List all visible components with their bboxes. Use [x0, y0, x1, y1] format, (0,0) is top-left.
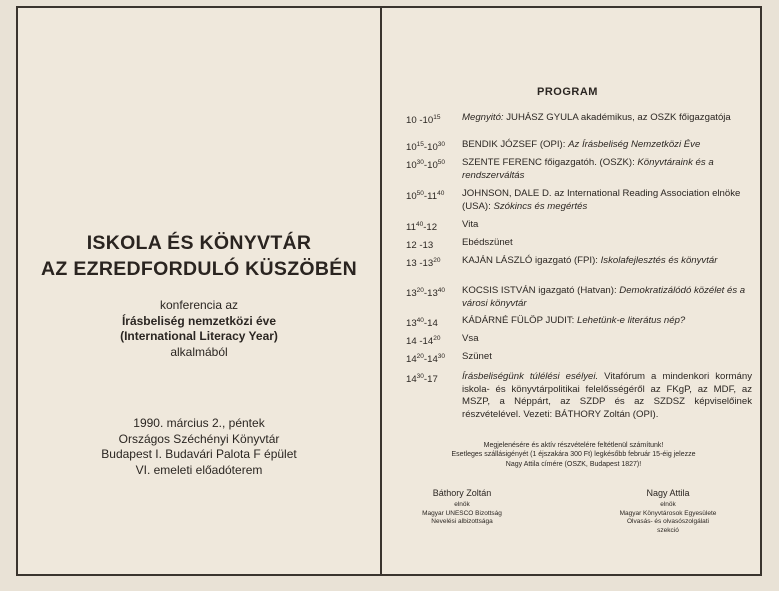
program-talk-title: Demokratizálódó közélet és a városi könyvtár	[462, 285, 746, 309]
time-separator: -	[423, 160, 428, 172]
signature-right-role-3: Olvasás- és olvasószolgálati	[626, 518, 709, 526]
time-separator: -	[423, 354, 428, 366]
program-time	[406, 139, 461, 155]
right-panel	[382, 8, 760, 574]
signature-right-role	[588, 501, 748, 535]
time-separator: -	[416, 240, 423, 252]
venue-institution: Országos Széchényi Könyvtár	[118, 431, 280, 446]
time-end-hour: 10	[427, 142, 438, 154]
signature-left	[382, 488, 542, 527]
notice-line-3: Nagy Attila címére (OSZK, Budapest 1827)!	[505, 460, 642, 468]
time-end-hour: 13	[422, 240, 434, 252]
venue-block	[18, 416, 380, 478]
time-start-hour: 10	[406, 191, 417, 203]
program-talk-title: Iskolafejlesztés és könyvtár	[600, 255, 718, 266]
signature-left-role-2: Magyar UNESCO Bizottság	[422, 509, 502, 517]
program-description	[462, 315, 752, 328]
program-talk-title: Szókincs és megértés	[493, 200, 588, 212]
program-talk-title: Az Írásbeliség Nemzetközi Éve	[568, 139, 701, 150]
venue-room: VI. emeleti előadóterem	[135, 462, 263, 477]
program-time	[406, 333, 461, 349]
program-text: KOCSIS ISTVÁN igazgató (Hatvan):	[462, 285, 620, 296]
conference-title	[18, 230, 380, 282]
time-end-hour: 14	[427, 354, 438, 366]
venue-address: Budapest I. Budavári Palota F épület	[101, 447, 297, 461]
program-text: Vsa	[462, 333, 479, 344]
program-text: BENDIK JÓZSEF (OPI):	[462, 139, 569, 150]
program-description	[462, 351, 752, 364]
program-text: KÁDÁRNÉ FÜLÖP JUDIT:	[462, 315, 577, 326]
program-description	[462, 333, 752, 346]
program-italic-lead: Megnyitó:	[462, 112, 504, 123]
time-start-hour: 11	[406, 222, 416, 234]
program-description	[462, 371, 752, 421]
time-start-hour: 10	[406, 160, 417, 172]
program-time	[406, 188, 461, 204]
time-separator: -	[416, 115, 423, 127]
title-line-2: AZ EZREDFORDULÓ KÜSZÖBÉN	[41, 258, 357, 280]
time-end-minute: 40	[437, 287, 446, 294]
program-text: Vitafórum a mindenkori kormány iskola- és könyvtárpolitikai felelősségéről az FKgP, az MDF, az MSZP, a Néppárt, az SZDP és az SZDSZ képviselőinek részvételével. Vezeti: BÁTHORY Zoltán (OPI).	[462, 371, 753, 420]
program-italic-lead: Írásbeliségünk túlélési esélyei.	[462, 371, 599, 382]
program-time	[406, 255, 461, 271]
signature-left-role	[382, 501, 542, 527]
time-start-hour: 13	[406, 318, 417, 330]
program-description	[462, 157, 752, 182]
program-time	[406, 219, 461, 235]
conf-line-3: (International Literacy Year)	[120, 329, 278, 343]
time-end-hour: 10	[427, 160, 438, 172]
time-separator: -	[423, 318, 428, 330]
time-end-hour: 13	[422, 258, 434, 270]
program-text: KAJÁN LÁSZLÓ igazgató (FPI):	[462, 255, 601, 266]
time-start-minute: 50	[416, 190, 424, 197]
program-time	[406, 371, 461, 387]
time-end-hour: 11	[427, 191, 438, 203]
time-start-minute: 40	[415, 221, 424, 228]
time-start-minute: 30	[416, 373, 424, 380]
program-description	[462, 237, 752, 250]
program-text: Vita	[462, 219, 479, 230]
program-talk-title: Lehetünk-e literátus nép?	[576, 315, 686, 326]
signature-right	[588, 488, 748, 535]
program-text: SZENTE FERENC főigazgatóh. (OSZK):	[462, 157, 638, 168]
program-description	[462, 112, 752, 125]
time-start-hour: 10	[406, 115, 417, 127]
program-description	[462, 139, 752, 152]
program-time	[406, 237, 461, 253]
program-text: Szünet	[462, 351, 492, 362]
left-panel	[18, 8, 380, 574]
signature-right-role-2: Magyar Könyvtárosok Egyesülete	[619, 509, 717, 517]
title-line-1: ISKOLA ÉS KÖNYVTÁR	[86, 232, 312, 254]
time-start-minute: 40	[416, 317, 424, 324]
time-separator: -	[423, 191, 428, 203]
time-start-hour: 13	[406, 258, 417, 270]
time-end-minute: 20	[433, 335, 441, 342]
signature-right-role-1: elnök	[660, 501, 676, 508]
time-start-minute: 15	[416, 141, 424, 148]
signature-right-role-4: szekció	[657, 526, 679, 534]
time-end-minute: 50	[437, 159, 446, 166]
time-start-hour: 14	[406, 336, 417, 348]
time-start-hour: 12	[406, 240, 417, 252]
attendance-notice	[406, 441, 741, 469]
time-start-hour: 13	[406, 288, 417, 300]
time-separator: -	[423, 374, 428, 386]
venue-date: 1990. március 2., péntek	[133, 416, 265, 430]
notice-line-2: Esetleges szállásigényét (1 éjszakára 300 Ft) legkésőbb február 15-éig jelezze	[451, 451, 696, 459]
program-text: JOHNSON, DALE D. az International Reading Association elnöke (USA):	[462, 188, 741, 212]
time-separator: -	[416, 336, 423, 348]
conf-line-4: alkalmából	[170, 344, 228, 359]
time-end-minute: 30	[437, 353, 446, 360]
time-start-minute: 20	[416, 353, 424, 360]
program-time	[406, 351, 461, 367]
program-description	[462, 255, 752, 268]
conference-subtitle	[18, 298, 380, 360]
program-description	[462, 188, 752, 213]
signature-left-role-3: Nevelési albizottsága	[431, 518, 493, 526]
conf-line-2: Írásbeliség nemzetközi éve	[121, 313, 277, 328]
time-end-hour: 17	[427, 374, 438, 386]
time-separator: -	[423, 142, 428, 154]
program-time	[406, 285, 461, 301]
time-separator: -	[416, 258, 423, 270]
program-time	[406, 315, 461, 331]
signature-left-name: Báthory Zoltán	[432, 488, 492, 498]
time-separator: -	[423, 288, 428, 300]
time-end-hour: 14	[422, 336, 434, 348]
time-end-hour: 12	[426, 222, 438, 234]
notice-line-1: Megjelenésére és aktív részvételére feltétlenül számítunk!	[483, 442, 664, 449]
time-end-hour: 10	[422, 115, 434, 127]
program-description	[462, 219, 752, 232]
time-end-minute: 20	[433, 257, 441, 264]
time-end-hour: 13	[427, 288, 438, 300]
time-end-minute: 30	[437, 141, 446, 148]
time-start-hour: 10	[406, 142, 417, 154]
time-separator: -	[423, 222, 427, 234]
time-start-hour: 14	[406, 374, 417, 386]
program-description	[462, 285, 752, 310]
time-start-minute: 30	[416, 159, 424, 166]
program-text: JUHÁSZ GYULA akadémikus, az OSZK főigazgatója	[503, 112, 731, 123]
conf-line-1: konferencia az	[159, 298, 239, 312]
program-heading: PROGRAM	[537, 86, 598, 98]
signature-left-role-1: elnök	[454, 501, 470, 508]
time-end-minute: 15	[433, 114, 441, 121]
time-start-minute: 20	[416, 287, 424, 294]
program-time	[406, 157, 461, 173]
program-talk-title: Könyvtáraink és a rendszerváltás	[462, 157, 714, 181]
program-time	[406, 112, 461, 128]
program-text: Ebédszünet	[462, 237, 513, 248]
time-start-hour: 14	[406, 354, 417, 366]
time-end-hour: 14	[427, 318, 438, 330]
signature-right-name: Nagy Attila	[646, 488, 690, 498]
time-end-minute: 40	[437, 190, 445, 197]
